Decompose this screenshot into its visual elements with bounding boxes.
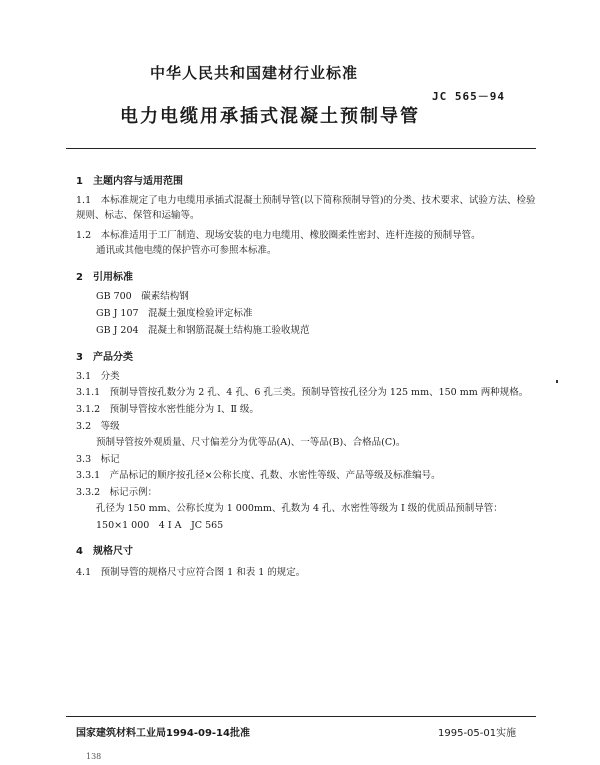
section-1-heading: 1 主题内容与适用范围 bbox=[76, 176, 183, 187]
reference-item: GB J 204 混凝土和钢筋混凝土结构施工验收规范 bbox=[96, 325, 310, 336]
scan-speck bbox=[556, 380, 558, 383]
clause-3-3-1: 3.3.1 产品标记的顺序按孔径×公称长度、孔数、水密性等级、产品等级及标准编号。 bbox=[76, 470, 441, 481]
clause-3-2: 3.2 等级 bbox=[76, 421, 120, 432]
section-4-heading: 4 规格尺寸 bbox=[76, 546, 133, 557]
clause-1-2: 1.2 本标准适用于工厂制造、现场安装的电力电缆用、橡胶圈柔性密封、连杆连接的预制导管。 bbox=[76, 230, 481, 241]
clause-3-1-2: 3.1.2 预制导管按水密性能分为 Ⅰ、Ⅱ 级。 bbox=[76, 404, 259, 415]
standard-code: JC 565－94 bbox=[432, 90, 505, 103]
section-3-heading: 3 产品分类 bbox=[76, 352, 133, 363]
page-number: 138 bbox=[86, 752, 102, 761]
reference-item: GB 700 碳素结构钢 bbox=[96, 291, 189, 302]
standard-category-title: 中华人民共和国建材行业标准 bbox=[150, 64, 359, 82]
clause-3-3-2: 3.3.2 标记示例： bbox=[76, 487, 158, 498]
clause-3-3-2-text: 孔径为 150 mm、公称长度为 1 000mm、孔数为 4 孔、水密性等级为 Ⅰ 级的优质品预制导管： bbox=[96, 503, 503, 514]
clause-3-2-text: 预制导管按外观质量、尺寸偏差分为优等品(A)、一等品(B)、合格品(C)。 bbox=[96, 437, 406, 448]
clause-1-2-note: 通讯或其他电缆的保护管亦可参照本标准。 bbox=[96, 245, 277, 256]
document-title: 电力电缆用承插式混凝土预制导管 bbox=[120, 106, 420, 127]
reference-item: GB J 107 混凝土强度检验评定标准 bbox=[96, 308, 253, 319]
footer-divider bbox=[66, 716, 536, 717]
clause-3-3: 3.3 标记 bbox=[76, 454, 120, 465]
clause-1-1: 1.1 本标准规定了电力电缆用承插式混凝土预制导管(以下简称预制导管)的分类、技术要求、试验方法、检验规则、标志、保管和运输等。 bbox=[76, 195, 536, 221]
clause-4-1: 4.1 预制导管的规格尺寸应符合图 1 和表 1 的规定。 bbox=[76, 567, 306, 578]
effective-date: 1995-05-01实施 bbox=[438, 728, 517, 739]
marking-example: 150×1 000 4 Ⅰ A JC 565 bbox=[96, 520, 224, 531]
approval-info: 国家建筑材料工业局1994-09-14批准 bbox=[76, 728, 250, 739]
header-divider bbox=[66, 148, 536, 149]
section-2-heading: 2 引用标准 bbox=[76, 272, 133, 283]
clause-3-1-1: 3.1.1 预制导管按孔数分为 2 孔、4 孔、6 孔三类。预制导管按孔径分为 125 mm、150 mm 两种规格。 bbox=[76, 387, 529, 398]
clause-3-1: 3.1 分类 bbox=[76, 371, 120, 382]
